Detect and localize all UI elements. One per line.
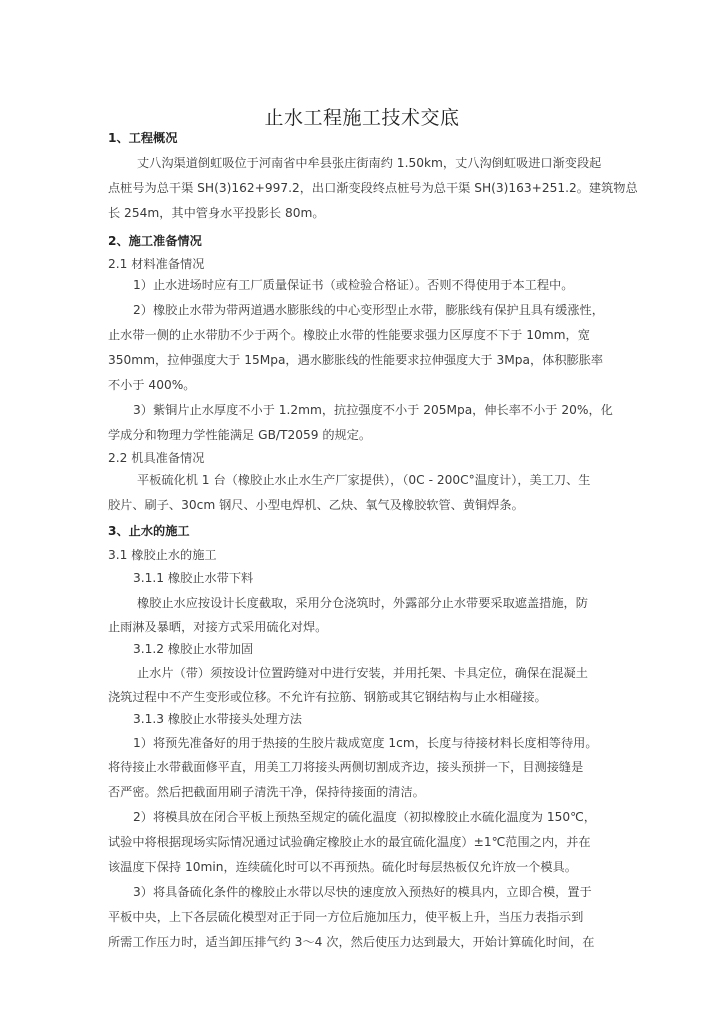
paragraph-line: 试验中将根据现场实际情况通过试验确定橡胶止水的最宜硫化温度）±1℃范围之内，并在: [108, 835, 591, 849]
paragraph-line: 1）止水进场时应有工厂质量保证书（或检验合格证）。否则不得使用于本工程中。: [133, 278, 574, 292]
paragraph-line: 浇筑过程中不产生变形或位移。不允许有拉筋、钢筋或其它钢结构与止水相碰接。: [108, 690, 547, 704]
paragraph-line: 平板硫化机 1 台（橡胶止水止水生产厂家提供），（0C - 200C°温度计），美工刀、生: [137, 473, 591, 487]
paragraph-line: 平板中央，上下各层硫化模型对正于同一方位后施加压力，使平板上升，当压力表指示到: [108, 910, 584, 924]
paragraph-line: 止水片（带）须按设计位置跨缝对中进行安装，并用托架、卡具定位，确保在混凝土: [137, 666, 588, 680]
paragraph-line: 止水带一侧的止水带肋不少于两个。橡胶止水带的性能要求强力区厚度不下于 10mm，宽: [108, 328, 590, 342]
paragraph-line: 长 254m，其中管身水平投影长 80m。: [108, 206, 325, 220]
subsection-heading: 3.1 橡胶止水的施工: [108, 548, 217, 562]
section-heading: 3、止水的施工: [108, 524, 190, 538]
paragraph-line: 2）将模具放在闭合平板上预热至规定的硫化温度（初拟橡胶止水硫化温度为 150℃，: [133, 810, 596, 824]
paragraph-line: 将待接止水带截面修平直，用美工刀将接头两侧切割成齐边，接头预拼一下，目测接缝是: [108, 760, 584, 774]
paragraph-line: 所需工作压力时，适当卸压排气约 3～4 次，然后使压力达到最大，开始计算硫化时间，在: [108, 935, 595, 949]
paragraph-line: 3）将具备硫化条件的橡胶止水带以尽快的速度放入预热好的模具内，立即合模，置于: [133, 885, 592, 899]
paragraph-line: 丈八沟渠道倒虹吸位于河南省中牟县张庄街南约 1.50km，丈八沟倒虹吸进口渐变段起: [137, 156, 602, 170]
subsection-heading: 3.1.2 橡胶止水带加固: [133, 642, 254, 656]
paragraph-line: 止雨淋及暴晒，对接方式采用硫化对焊。: [108, 620, 328, 634]
paragraph-line: 该温度下保持 10min，连续硫化时可以不再预热。硫化时每层热板仅允许放一个模具。: [108, 860, 577, 874]
page-title: 止水工程施工技术交底: [264, 107, 460, 129]
paragraph-line: 1）将预先准备好的用于热接的生胶片裁成宽度 1cm，长度与待接材料长度相等待用。: [133, 736, 598, 750]
subsection-heading: 3.1.3 橡胶止水带接头处理方法: [133, 712, 302, 726]
paragraph-line: 不小于 400%。: [108, 378, 196, 392]
paragraph-line: 350mm，拉伸强度大于 15Mpa，遇水膨胀线的性能要求拉伸强度大于 3Mpa，体积膨胀率: [108, 353, 604, 367]
subsection-heading: 3.1.1 橡胶止水带下料: [133, 571, 254, 585]
paragraph-line: 否严密。然后把截面用刷子清洗干净，保持待接面的清洁。: [108, 785, 425, 799]
subsection-heading: 2.2 机具准备情况: [108, 451, 205, 465]
paragraph-line: 橡胶止水应按设计长度截取，采用分仓浇筑时，外露部分止水带要采取遮盖措施，防: [137, 596, 588, 610]
subsection-heading: 2.1 材料准备情况: [108, 257, 205, 271]
paragraph-line: 学成分和物理力学性能满足 GB/T2059 的规定。: [108, 428, 372, 442]
section-heading: 1、工程概况: [108, 131, 178, 145]
paragraph-line: 点桩号为总干渠 SH(3)162+997.2，出口渐变段终点桩号为总干渠 SH(3)163+251.2。建筑物总: [108, 181, 638, 195]
section-heading: 2、施工准备情况: [108, 234, 202, 248]
paragraph-line: 3）紫铜片止水厚度不小于 1.2mm，抗拉强度不小于 205Mpa，伸长率不小于 20%，化: [133, 403, 613, 417]
paragraph-line: 2）橡胶止水带为带两道遇水膨胀线的中心变形型止水带，膨胀线有保护且具有缓涨性，: [133, 303, 604, 317]
paragraph-line: 胶片、刷子、30cm 钢尺、小型电焊机、乙炔、氧气及橡胶软管、黄铜焊条。: [108, 498, 524, 512]
